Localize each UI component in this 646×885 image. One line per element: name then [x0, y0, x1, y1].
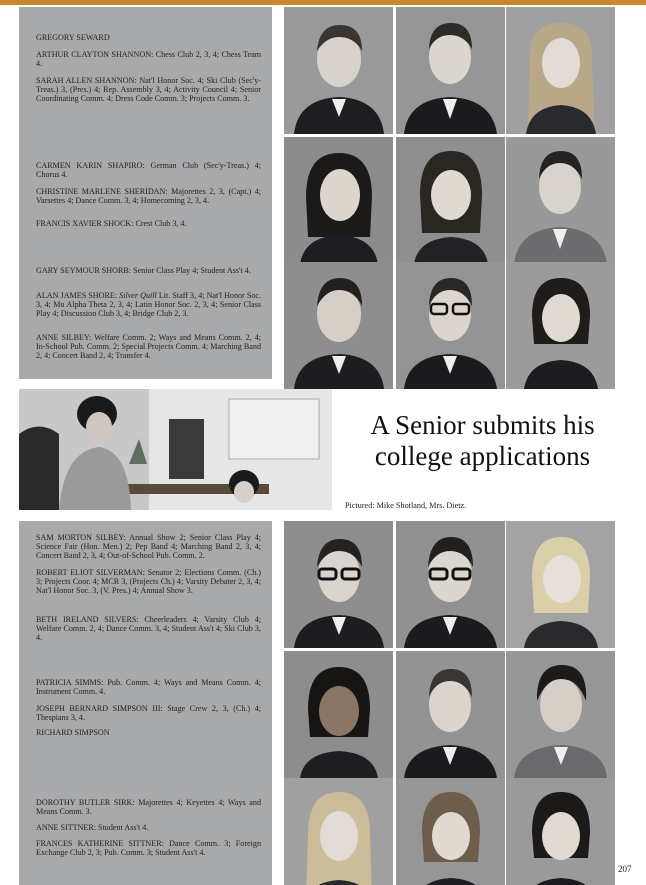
- feature-headline: [340, 410, 625, 472]
- top-color-band: [0, 0, 646, 5]
- bio-entry: GREGORY SEWARD: [36, 33, 110, 42]
- bio-entry: FRANCES KATHERINE SITTNER: Dance Comm. 3; Foreign Exchange Club 2, 3; Pub. Comm. 3; Student Ass't 4.: [36, 839, 261, 858]
- senior-portrait: [396, 7, 505, 134]
- bio-entry: DOROTHY BUTLER SIRK: Majorettes 4; Keyettes 4; Ways and Means Comm. 3.: [36, 798, 261, 817]
- senior-portrait: [506, 7, 615, 134]
- bio-entry: JOSEPH BERNARD SIMPSON III: Stage Crew 2, 3, (Ch.) 4; Thespians 3, 4.: [36, 704, 261, 723]
- senior-portrait: [506, 137, 615, 264]
- senior-portrait: [396, 521, 505, 648]
- bio-entry: FRANCIS XAVIER SHOCK: Crest Club 3, 4.: [36, 219, 187, 228]
- bio-entry: CARMEN KARIN SHAPIRO: German Club (Sec'y-Treas.) 4; Chorus 4.: [36, 161, 261, 180]
- senior-portrait: [284, 137, 393, 264]
- bio-entry: ARTHUR CLAYTON SHANNON: Chess Club 2, 3, 4; Chess Team 4.: [36, 50, 261, 69]
- page-number: 207: [618, 864, 632, 874]
- senior-portrait: [284, 7, 393, 134]
- senior-portrait: [506, 651, 615, 778]
- senior-portrait: [284, 262, 393, 389]
- photo-caption: Pictured: Mike Shotland, Mrs. Dietz.: [345, 501, 467, 510]
- senior-portrait: [396, 262, 505, 389]
- senior-portrait: [506, 262, 615, 389]
- bio-entry: ANNE SITTNER: Student Ass't 4.: [36, 823, 149, 832]
- bio-entry: SARAH ALLEN SHANNON: Nat'l Honor Soc. 4; Ski Club (Sec'y-Treas.) 3, (Pres.) 4; Rep. Assembly 3, 4; Activity Council 4; Senior Coordinating Comm. 4; Dress Code Comm. 3; Projects Comm. 3.: [36, 76, 261, 104]
- senior-portrait: [284, 651, 393, 778]
- bio-entry: ALAN JAMES SHORE: Silver Quill Lit. Staff 3, 4; Nat'l Honor Soc. 3, 4; Mu Alpha Theta 2, 3, 4; Latin Honor Soc. 2, 3, 4; Senior Class Play 4; Discussion Club 3, 4; Bridge Club 2, 3.: [36, 291, 261, 319]
- bio-entry: ROBERT ELIOT SILVERMAN: Senator 2; Elections Comm. (Ch.) 3; Projects Coor. 4; MCR 3, (Projects Ch.) 4; Varsity Debater 2, 3, 4; Nat'l Honor Soc. 3, (V. Pres.) 4; Annual Show 3.: [36, 568, 261, 596]
- headline-line: A Senior submits his: [370, 410, 595, 440]
- senior-portrait: [396, 137, 505, 264]
- bio-entry: GARY SEYMOUR SHORB: Senior Class Play 4; Student Ass't 4.: [36, 266, 251, 275]
- senior-bio-panel-bottom: [19, 521, 272, 885]
- senior-portrait: [506, 521, 615, 648]
- headline-line: college applications: [374, 441, 591, 471]
- senior-portrait: [396, 778, 505, 885]
- bio-entry: ANNE SILBEY: Welfare Comm. 2; Ways and Means Comm. 2, 4; In-School Pub. Comm. 2; Special Projects Comm. 4; Marching Band 2, 4; Concert Band 2, 4; Transfer 4.: [36, 333, 261, 361]
- senior-portrait: [284, 521, 393, 648]
- senior-portrait: [396, 651, 505, 778]
- candid-photo: [19, 389, 332, 510]
- bio-entry: BETH IRELAND SILVERS: Cheerleaders 4; Varsity Club 4; Welfare Comm. 2, 4; Dance Comm. 3, 4; Student Ass't 4; Ski Club 3, 4.: [36, 615, 261, 643]
- senior-portrait: [284, 778, 393, 885]
- senior-portrait: [506, 778, 615, 885]
- senior-bio-panel-top: [19, 7, 272, 379]
- bio-entry: RICHARD SIMPSON: [36, 728, 110, 737]
- bio-entry: CHRISTINE MARLENE SHERIDAN: Majorettes 2, 3, (Capt.) 4; Varsettes 4; Dance Comm. 3, 4; Homecoming 2, 3, 4.: [36, 187, 261, 206]
- bio-entry: PATRICIA SIMMS: Pub. Comm. 4; Ways and Means Comm. 4; Instrument Comm. 4.: [36, 678, 261, 697]
- bio-entry: SAM MORTON SILBEY: Annual Show 2; Senior Class Play 4; Science Fair (Hon. Men.) 2; Pep Band 4; Marching Band 2, 3, 4; Concert Band 2, 3, 4; Out-of-School Pub. Comm. 2.: [36, 533, 261, 561]
